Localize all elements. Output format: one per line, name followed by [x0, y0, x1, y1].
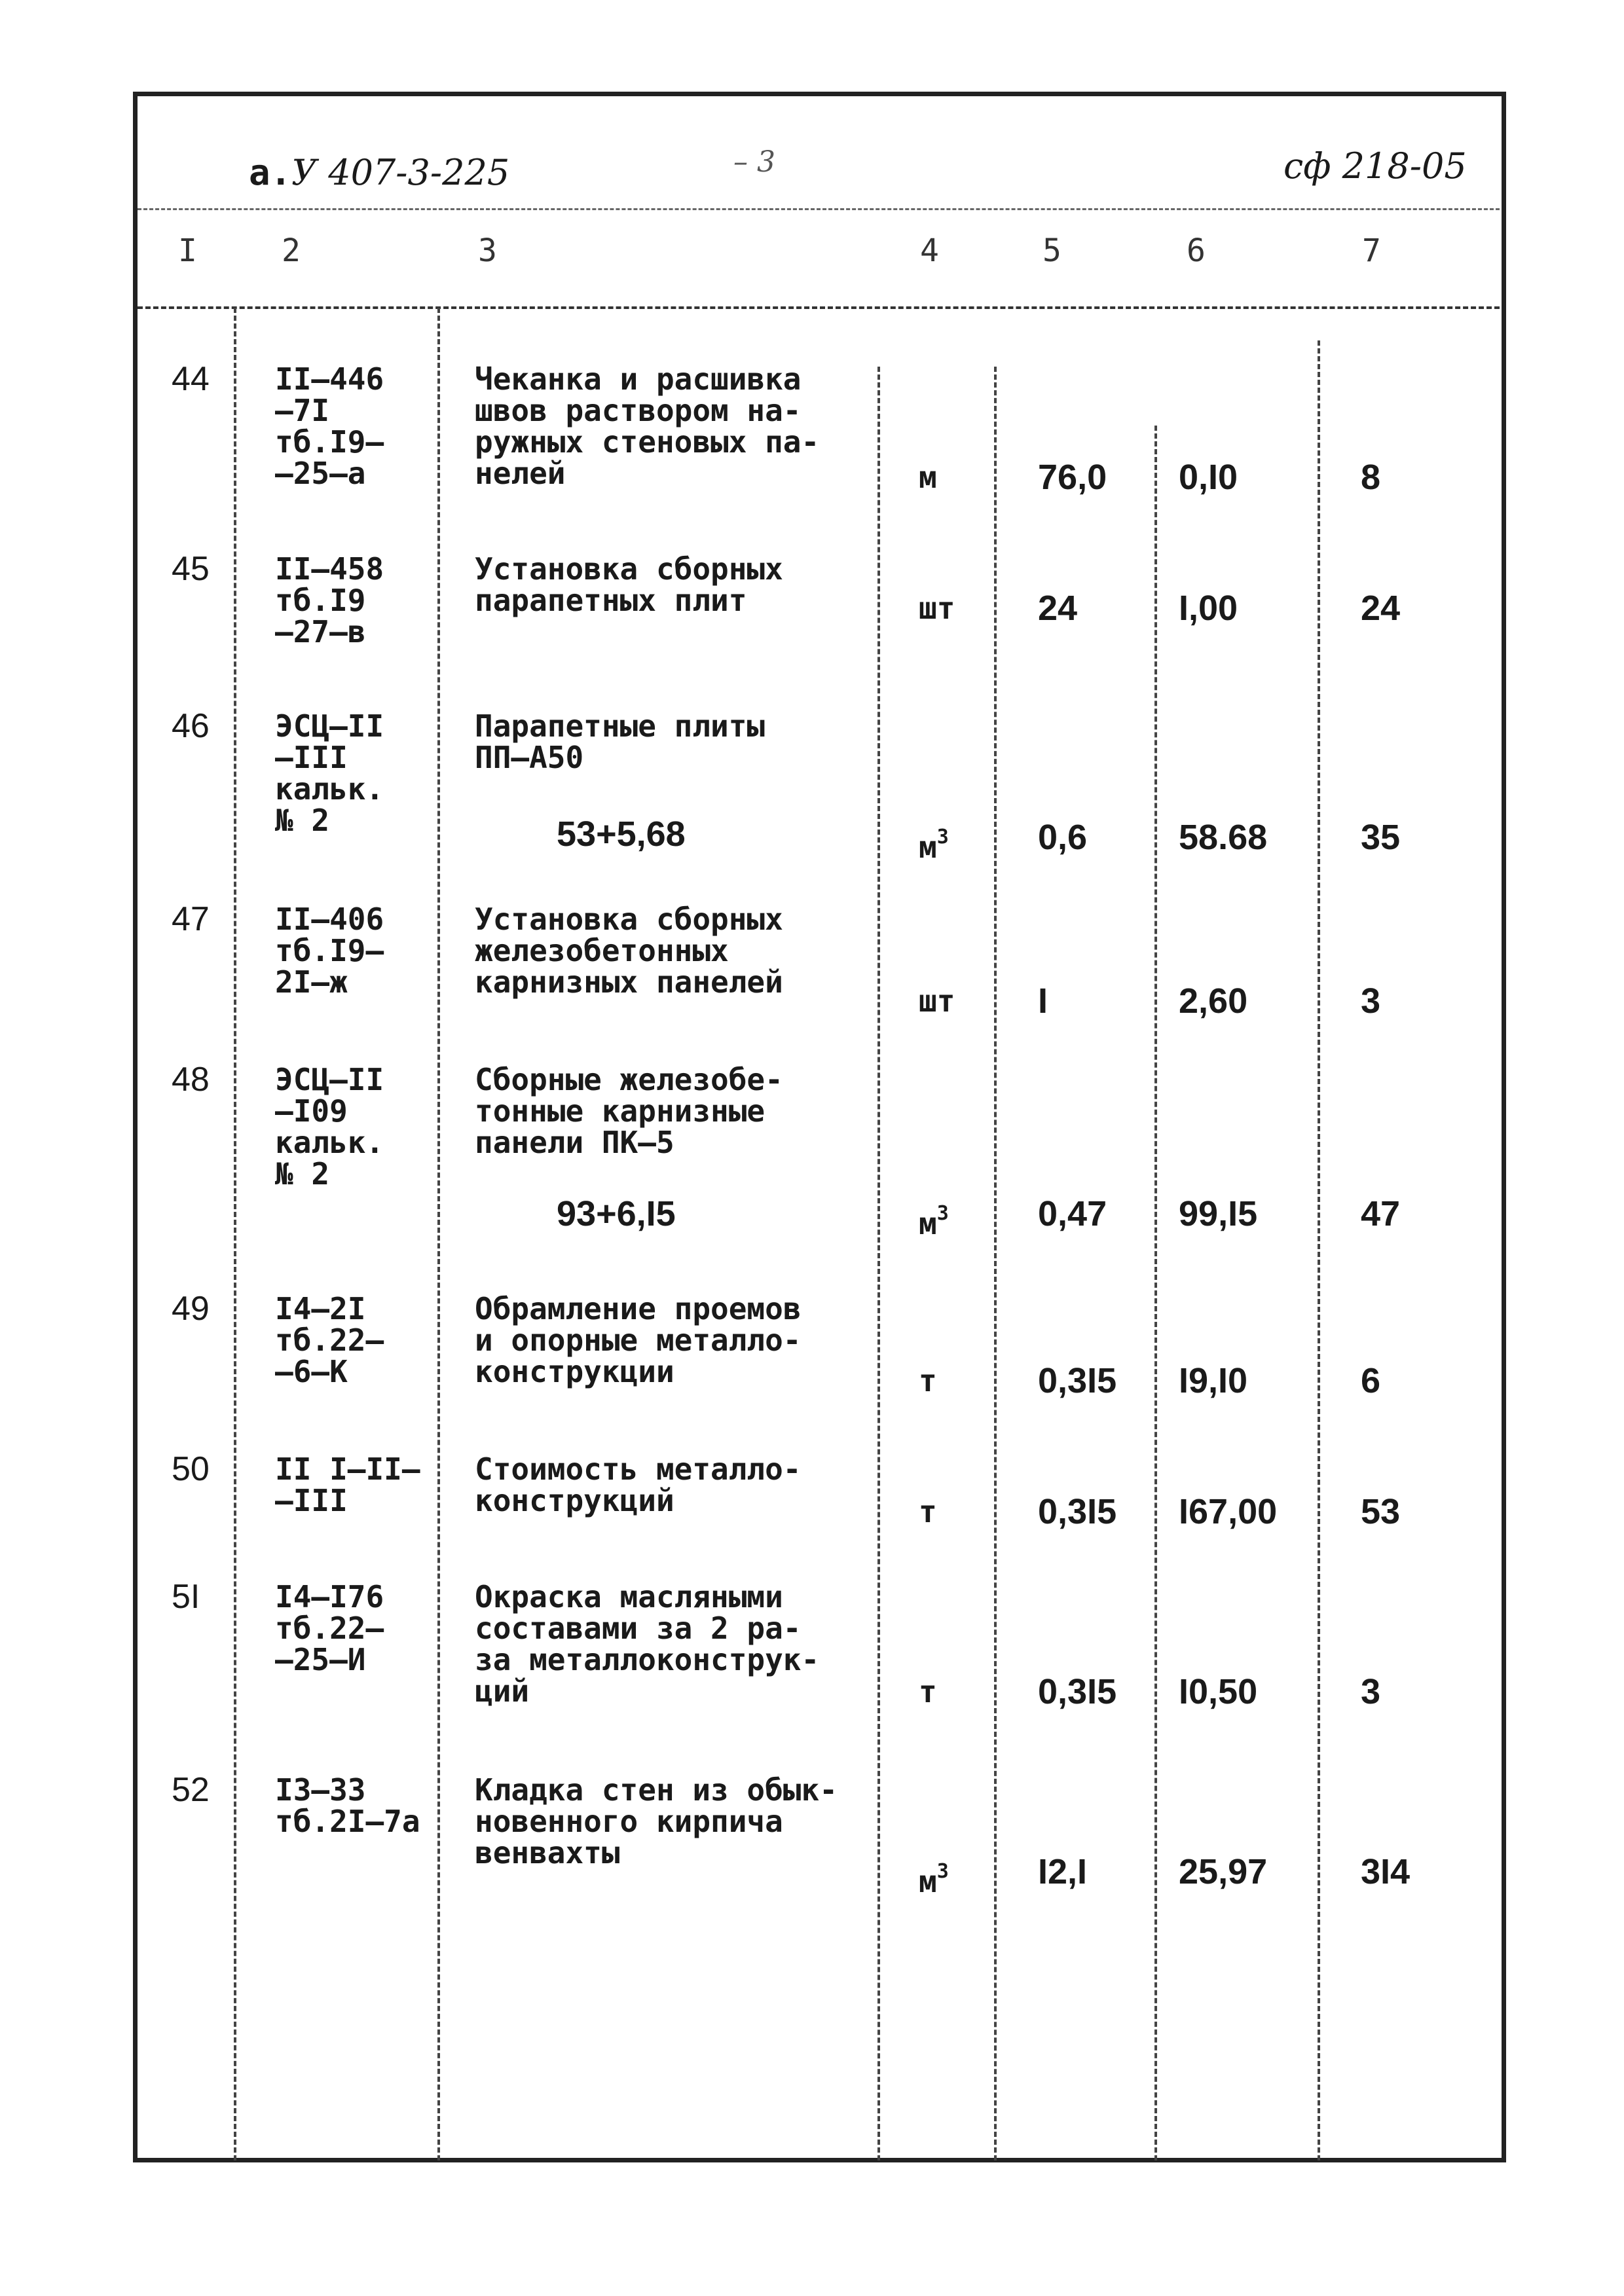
column-header: 3 [478, 232, 497, 269]
row-number: 48 [172, 1061, 210, 1099]
column-divider [1318, 340, 1320, 2160]
column-header: 2 [282, 232, 301, 269]
row-number: 52 [172, 1771, 210, 1809]
calculation-formula: 53+5,68 [557, 814, 686, 854]
work-description: Установка сборных железобетонных карнизных панелей [475, 902, 783, 1000]
norm-code: II I–II– –III [275, 1451, 420, 1518]
unit-price: 25,97 [1179, 1852, 1268, 1891]
row-number: 5I [172, 1578, 200, 1616]
unit: т [919, 1363, 937, 1398]
row-number: 50 [172, 1450, 210, 1488]
unit: шт [919, 983, 955, 1019]
unit-price: 58.68 [1179, 818, 1268, 857]
row-number: 44 [172, 360, 210, 398]
sheet-code: сф 218-05 [1283, 145, 1467, 187]
unit-price: I,00 [1179, 589, 1238, 628]
column-divider [234, 308, 236, 2160]
unit-superscript: 3 [936, 1202, 949, 1225]
total-cost: 3I4 [1361, 1852, 1411, 1891]
unit-price: I0,50 [1179, 1672, 1258, 1711]
calculation-formula: 93+6,I5 [557, 1194, 676, 1233]
row-number: 46 [172, 707, 210, 745]
total-cost: 3 [1361, 1672, 1381, 1711]
total-cost: 8 [1361, 458, 1381, 497]
total-cost: 24 [1361, 589, 1401, 628]
work-description: Обрамление проемов и опорные металло- конструкции [475, 1291, 802, 1389]
column-header: 4 [920, 232, 939, 269]
quantity: 0,3I5 [1038, 1361, 1117, 1400]
document-code: а.У 407-3-225 [249, 152, 510, 193]
column-header-rule [138, 306, 1500, 309]
unit-price: 0,I0 [1179, 458, 1238, 497]
page-number: – 3 [733, 145, 775, 179]
unit: шт [919, 591, 955, 626]
work-description: Сборные железобе- тонные карнизные панели ПК–5 [475, 1062, 783, 1160]
column-header: I [178, 232, 197, 269]
unit: м [919, 460, 937, 495]
work-description: Кладка стен из обык- новенного кирпича венвахты [475, 1772, 838, 1870]
unit-price: I67,00 [1179, 1492, 1278, 1531]
quantity: 0,6 [1038, 818, 1088, 857]
column-header: 6 [1187, 232, 1206, 269]
total-cost: 6 [1361, 1361, 1381, 1400]
unit: $м^3$ [919, 826, 949, 865]
total-cost: 3 [1361, 981, 1381, 1021]
column-header: 7 [1362, 232, 1381, 269]
total-cost: 47 [1361, 1194, 1401, 1233]
unit-price: 2,60 [1179, 981, 1248, 1021]
quantity: 0,47 [1038, 1194, 1107, 1233]
unit: $м^3$ [919, 1860, 949, 1899]
unit: т [919, 1674, 937, 1709]
norm-code: II–458 тб.I9 –27–в [275, 551, 384, 649]
quantity: 0,3I5 [1038, 1672, 1117, 1711]
quantity: 76,0 [1038, 458, 1107, 497]
work-description: Стоимость металло- конструкций [475, 1451, 802, 1518]
column-divider [877, 367, 880, 2160]
quantity: I2,I [1038, 1852, 1088, 1891]
unit: $м^3$ [919, 1202, 949, 1241]
unit-superscript: 3 [936, 826, 949, 848]
row-number: 45 [172, 550, 210, 588]
norm-code: II–406 тб.I9– 2I–ж [275, 902, 384, 1000]
norm-code: I4–I76 тб.22– –25–И [275, 1579, 384, 1677]
norm-code: I3–33 тб.2I–7а [275, 1772, 420, 1839]
norm-code: I4–2I тб.22– –6–К [275, 1291, 384, 1389]
column-divider [994, 367, 997, 2160]
work-description: Окраска масляными составами за 2 ра- за металлоконструк- ций [475, 1579, 820, 1709]
total-cost: 53 [1361, 1492, 1401, 1531]
header-rule [138, 208, 1500, 210]
work-description: Установка сборных парапетных плит [475, 551, 783, 618]
quantity: 24 [1038, 589, 1078, 628]
quantity: I [1038, 981, 1048, 1021]
work-description: Парапетные плиты ПП–А50 [475, 708, 766, 775]
work-description: Чеканка и расшивка швов раствором на- ружных стеновых па- нелей [475, 361, 820, 491]
norm-code: ЭСЦ–II –I09 кальк. № 2 [275, 1062, 384, 1192]
row-number: 49 [172, 1290, 210, 1328]
quantity: 0,3I5 [1038, 1492, 1117, 1531]
row-number: 47 [172, 900, 210, 938]
norm-code: II–446 –7I тб.I9– –25–а [275, 361, 384, 491]
norm-code: ЭСЦ–II –III кальк. № 2 [275, 708, 384, 838]
column-divider [437, 308, 440, 2160]
unit-superscript: 3 [936, 1860, 949, 1883]
unit-price: I9,I0 [1179, 1361, 1248, 1400]
total-cost: 35 [1361, 818, 1401, 857]
column-divider [1154, 426, 1157, 2160]
unit-price: 99,I5 [1179, 1194, 1258, 1233]
column-header: 5 [1043, 232, 1061, 269]
unit: т [919, 1494, 937, 1529]
